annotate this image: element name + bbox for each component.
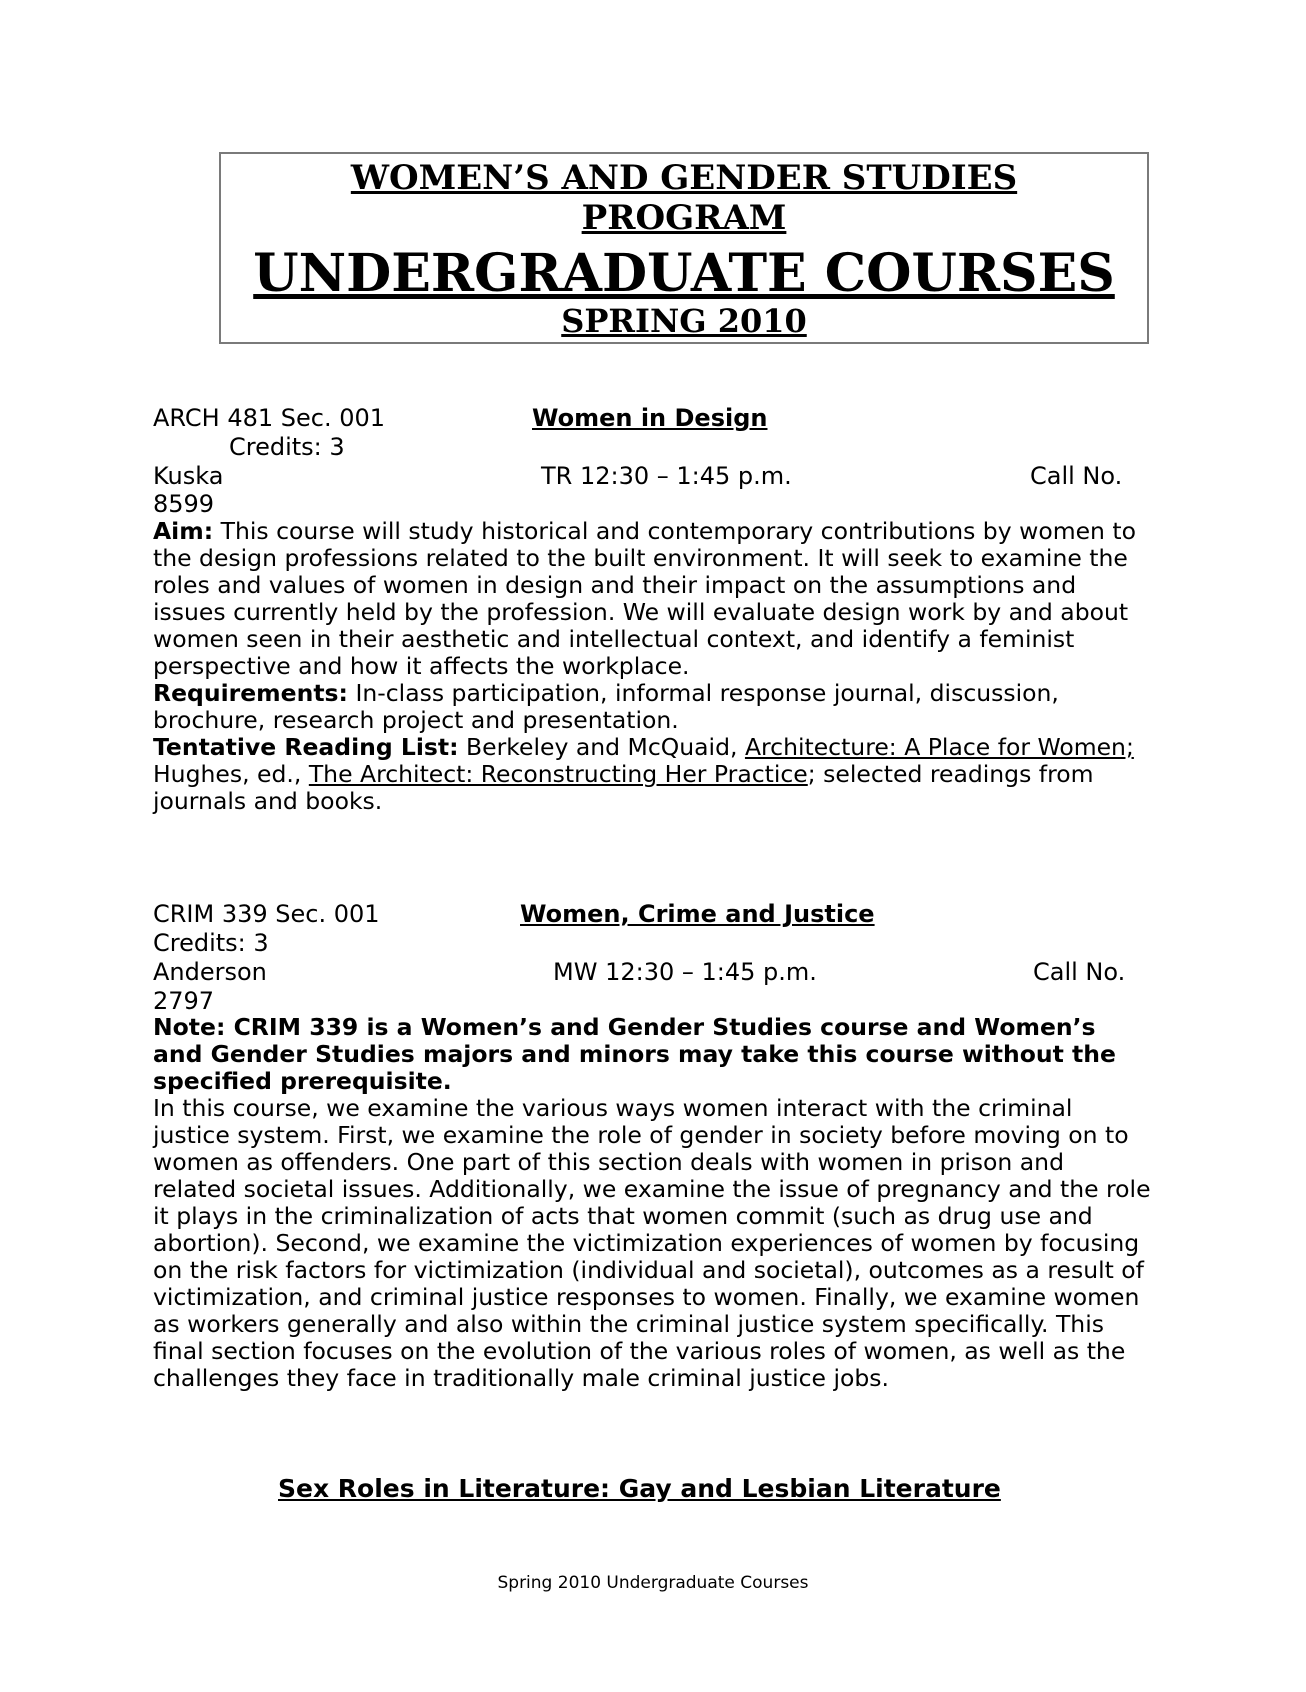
reading-text: Berkeley and McQuaid, xyxy=(466,733,738,761)
course-title: Women, Crime and Justice xyxy=(520,900,875,928)
call-number: 8599 xyxy=(153,490,215,518)
page-footer: Spring 2010 Undergraduate Courses xyxy=(497,1573,809,1593)
reading-list-label: Tentative Reading List: xyxy=(153,733,459,761)
program-title-line1: WOMEN’S AND GENDER STUDIES xyxy=(350,158,1018,198)
program-header-box xyxy=(219,152,1149,344)
requirements-label: Requirements: xyxy=(153,679,348,707)
aim-label: Aim: xyxy=(153,517,214,545)
reading-text: Hughes, ed., xyxy=(153,760,302,788)
aim-text: This course will study historical and contemporary contributions by women to the design professions related to the built environment. It will seek to examine the roles and values of women in design and their impact on the assumptions and issues currently held by the profession. We will evaluate design work by and about women seen in their aesthetic and intellectual context, and identify a feminist perspective and how it affects the workplace. xyxy=(153,517,1137,680)
term-title: SPRING 2010 xyxy=(561,302,807,340)
course-title: Sex Roles in Literature: Gay and Lesbian Literature xyxy=(278,1474,1001,1503)
reading-book-title: The Architect: Reconstructing Her Practice xyxy=(308,760,808,788)
course-instructor: Anderson xyxy=(153,958,267,986)
course-description xyxy=(153,518,1153,815)
page-title: UNDERGRADUATE COURSES xyxy=(253,243,1115,304)
course-note: Note: CRIM 339 is a Women’s and Gender Studies course and Women’s and Gender Studies majors and minors may take this course without the specified prerequisite. xyxy=(153,1013,1116,1095)
course-time: MW 12:30 – 1:45 p.m. xyxy=(553,958,817,986)
course-time: TR 12:30 – 1:45 p.m. xyxy=(541,462,792,490)
course-credits: Credits: 3 xyxy=(229,433,345,461)
call-number-label: Call No. xyxy=(1030,462,1123,490)
course-code: CRIM 339 Sec. 001 xyxy=(153,900,380,928)
reading-text: ; selected readings from journals and books. xyxy=(153,760,1094,815)
call-number: 2797 xyxy=(153,987,215,1015)
reading-book-title: Architecture: A Place for Women; xyxy=(744,733,1134,761)
call-number-label: Call No. xyxy=(1033,958,1126,986)
course-instructor: Kuska xyxy=(153,462,224,490)
course-code: ARCH 481 Sec. 001 xyxy=(153,404,386,432)
course-title: Women in Design xyxy=(532,404,768,432)
program-title-line2: PROGRAM xyxy=(581,198,787,238)
course-credits: Credits: 3 xyxy=(153,929,269,957)
course-description: In this course, we examine the various ways women interact with the criminal justice system. First, we examine the role of gender in society before moving on to women as offenders. One part of this section deals with women in prison and related societal issues. Additionally, we examine the issue of pregnancy and the role it plays in the criminalization of acts that women commit (such as drug use and abortion). Second, we examine the victimization experiences of women by focusing on the risk factors for victimization (individual and societal), outcomes as a result of victimization, and criminal justice responses to women. Finally, we examine women as workers generally and also within the criminal justice system specifically. This final section focuses on the evolution of the various roles of women, as well as the challenges they face in traditionally male criminal justice jobs. xyxy=(153,1094,1151,1392)
requirements-text: In-class participation, informal response journal, discussion, brochure, research project and presentation. xyxy=(153,679,1059,734)
